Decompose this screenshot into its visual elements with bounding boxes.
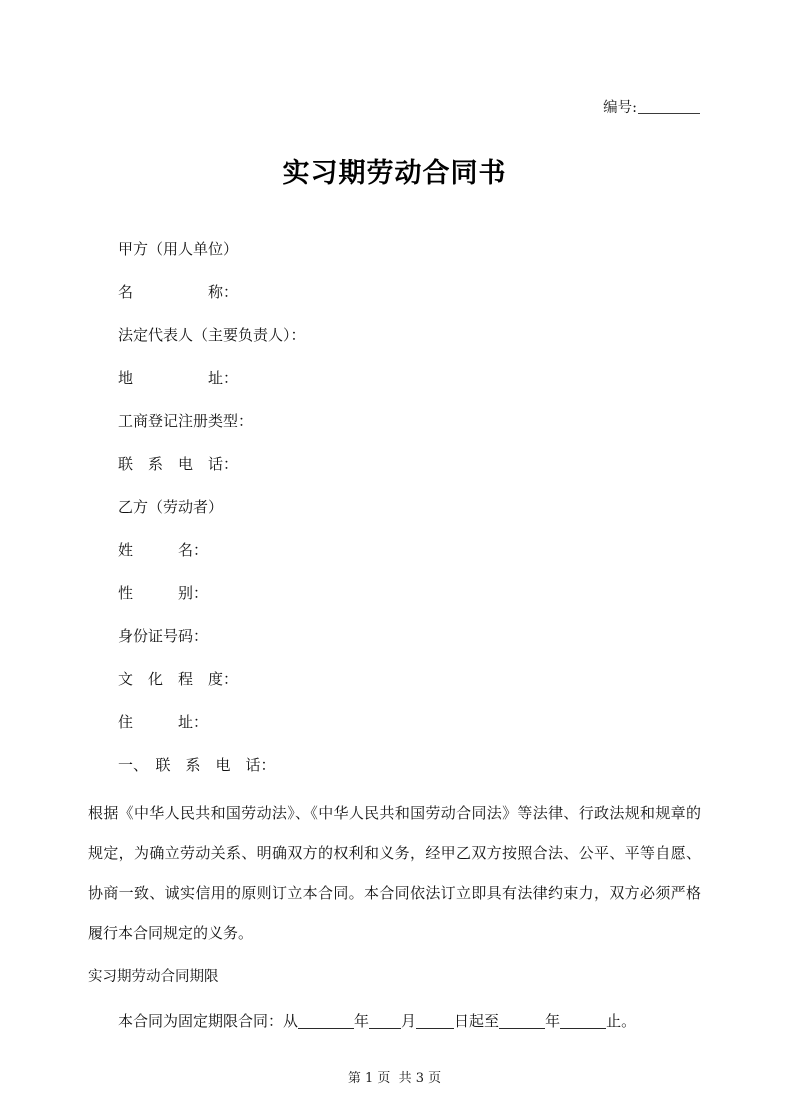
- numbered-item-one-label: 联 系 电 话：: [155, 756, 276, 774]
- term-unit-day: 日起至: [454, 1012, 500, 1030]
- party-b-field-id-number: 身份证号码：: [118, 627, 209, 645]
- numbered-item-one: [88, 744, 701, 787]
- preamble-paragraph: 根据《中华人民共和国劳动法》、《中华人民共和国劳动合同法》等法律、行政法规和规章的规定，为确立劳动关系、明确双方的权利和义务，经甲乙双方按照合法、公平、平等自愿、协商一致、诚实信用的原则订立本合同。本合同依法订立即具有法律约束力，双方必须严格履行本合同规定的义务。: [88, 804, 701, 942]
- term-unit-month: 月: [401, 1012, 417, 1030]
- page-footer: 第 1 页 共 3 页: [347, 1071, 442, 1086]
- party-b-heading: 乙方（劳动者）: [118, 498, 224, 516]
- term-section-heading: 实习期劳动合同期限: [88, 969, 219, 985]
- serial-number-blank: [638, 113, 700, 114]
- contract-term-prefix: 本合同为固定期限合同：从: [118, 1012, 299, 1030]
- party-b-field-address: 住 址：: [118, 713, 209, 731]
- party-a-field-registration-type: 工商登记注册类型：: [118, 412, 254, 430]
- document-body: [88, 228, 701, 1041]
- party-a-field-phone: 联 系 电 话：: [118, 455, 239, 473]
- party-a-field-address: 地 址：: [118, 369, 239, 387]
- party-a-field-name: 名 称：: [118, 283, 239, 301]
- party-a-heading: 甲方（用人单位）: [118, 240, 239, 258]
- party-b-field-education: 文 化 程 度：: [118, 670, 239, 688]
- party-b-field-gender: 性 别：: [118, 584, 209, 602]
- serial-number-row: [0, 98, 700, 118]
- contract-term-line: [88, 1001, 701, 1041]
- term-start-year-blank: [298, 1028, 354, 1029]
- party-b-field-name: 姓 名：: [118, 541, 209, 559]
- party-a-field-legal-rep: 法定代表人（主要负责人）：: [118, 326, 306, 344]
- serial-number-label: 编号:: [603, 100, 637, 116]
- term-start-month-blank: [369, 1028, 401, 1029]
- numbered-item-one-number: 一、: [118, 756, 141, 774]
- document-title: 实习期劳动合同书: [282, 158, 507, 189]
- term-unit-year-2: 年: [545, 1012, 561, 1030]
- term-end-date-blank: [560, 1028, 606, 1029]
- term-unit-year: 年: [354, 1012, 370, 1030]
- contract-term-suffix: 止。: [606, 1012, 637, 1030]
- term-start-day-blank: [416, 1028, 454, 1029]
- term-end-year-blank: [499, 1028, 545, 1029]
